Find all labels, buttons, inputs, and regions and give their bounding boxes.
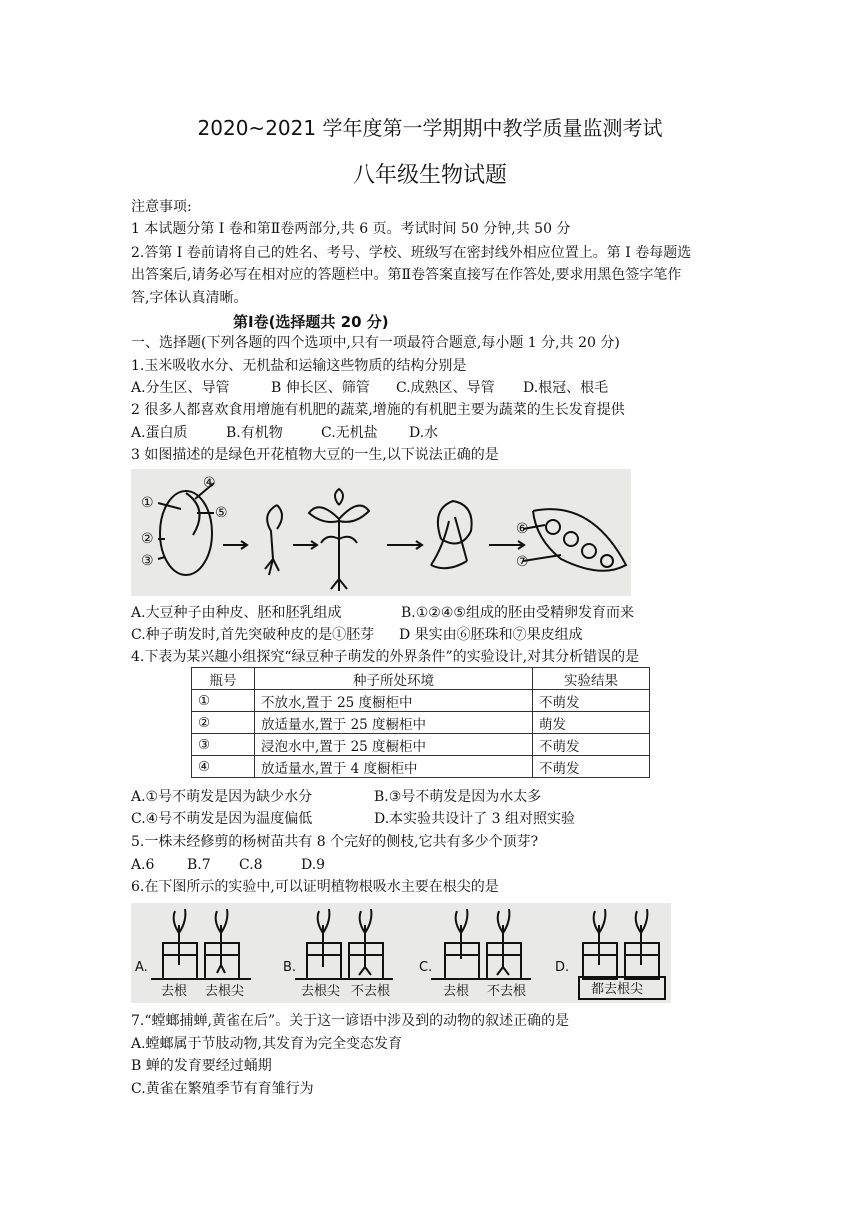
table-header-row [192,668,650,690]
fig-b-letter: B. [283,960,297,975]
root-absorption-figure [131,903,671,1003]
label-6: ⑥ [516,521,529,537]
q7-option-c: C.黄雀在繁殖季节有育雏行为 [131,1081,314,1097]
fig-c-letter: C. [419,960,433,975]
cell-environment: 放适量水,置于 4 度橱柜中 [255,756,533,778]
q4-option-d: D.本实验共设计了 3 组对照实验 [374,811,575,827]
fig-a-left-label: 去根 [161,984,188,999]
cell-bottle: ④ [192,756,255,778]
cell-environment: 放适量水,置于 25 度橱柜中 [255,712,533,734]
col-header-result: 实验结果 [533,668,650,690]
q3-options-row-2 [131,626,583,644]
col-header-environment: 种子所处环境 [255,668,533,690]
q2-stem: 2 很多人都喜欢食用增施有机肥的蔬菜,增施的有机肥主要为蔬菜的生长发育提供 [131,402,625,418]
cell-result: 萌发 [533,712,650,734]
q6-stem: 6.在下图所示的实验中,可以证明植物根吸水主要在根尖的是 [131,879,499,895]
q5-option-a: A.6 [131,857,155,873]
table-row [192,712,650,734]
cell-environment: 不放水,置于 25 度橱柜中 [255,690,533,712]
note-2-line-3: 答,字体认真清晰。 [131,290,248,306]
q7-stem: 7.“螳螂捕蝉,黄雀在后”。关于这一谚语中涉及到的动物的叙述正确的是 [131,1013,570,1029]
table-row [192,734,650,756]
q4-option-c: C.④号不萌发是因为温度偏低 [131,811,313,827]
q1-stem: 1.玉米吸收水分、无机盐和运输这些物质的结构分别是 [131,358,467,374]
cell-result: 不萌发 [533,690,650,712]
q2-option-c: C.无机盐 [321,425,378,441]
q5-options [131,856,325,874]
label-4: ④ [203,475,216,491]
q4-option-a: A.①号不萌发是因为缺少水分 [131,789,313,805]
q3-option-c: C.种子萌发时,首先突破种皮的是①胚芽 [131,627,375,643]
fig-a-right-label: 去根尖 [205,984,245,999]
q5-stem: 5.一株未经修剪的杨树苗共有 8 个完好的侧枝,它共有多少个顶芽? [131,834,539,850]
cell-bottle: ① [192,690,255,712]
label-5: ⑤ [215,505,228,521]
q3-options-row-1 [131,604,634,622]
fig-c-left-label: 去根 [443,984,470,999]
note-2-line-2: 出答案后,请务必写在相对应的答题栏中。第Ⅱ卷答案直接写在作答处,要求用黑色签字笔作 [131,267,682,283]
table-row [192,756,650,778]
q1-option-a: A.分生区、导管 [131,380,230,396]
label-7: ⑦ [516,554,529,570]
fig-d-label: 都去根尖 [591,982,644,997]
label-2: ② [141,531,154,547]
q4-options-row-2 [131,810,575,828]
q5-option-c: C.8 [239,857,263,873]
q1-options [131,379,608,397]
q2-options [131,424,438,442]
fig-c-right-label: 不去根 [487,984,527,999]
cell-environment: 浸泡水中,置于 25 度橱柜中 [255,734,533,756]
soybean-lifecycle-drawing [131,469,631,596]
exam-title: 2020~2021 学年度第一学期期中教学质量监测考试 [197,116,663,140]
notes-heading: 注意事项: [131,199,192,215]
cell-result: 不萌发 [533,734,650,756]
label-1: ① [141,495,154,511]
fig-a-letter: A. [135,960,148,975]
table-row [192,690,650,712]
q3-option-b: B.①②④⑤组成的胚由受精卵发育而来 [401,605,634,621]
section-instruction: 一、选择题(下列各题的四个选项中,只有一项最符合题意,每小题 1 分,共 20 分) [131,335,620,351]
q3-option-a: A.大豆种子由种皮、胚和胚乳组成 [131,605,342,621]
label-3: ③ [141,553,154,569]
q5-option-b: B.7 [187,857,211,873]
q2-option-b: B.有机物 [226,425,283,441]
col-header-bottle: 瓶号 [192,668,255,690]
q4-option-b: B.③号不萌发是因为水太多 [374,789,542,805]
q4-stem: 4.下表为某兴趣小组探究“绿豆种子萌发的外界条件”的实验设计,对其分析错误的是 [131,649,640,665]
q7-option-a: A.螳螂属于节肢动物,其发育为完全变态发育 [131,1036,403,1052]
section-title: 第Ⅰ卷(选择题共 20 分) [233,313,389,331]
fig-b-left-label: 去根尖 [301,984,341,999]
soybean-lifecycle-figure [131,469,631,596]
q1-option-d: D.根冠、根毛 [523,380,609,396]
root-experiment-drawing [131,903,671,1003]
q2-option-a: A.蛋白质 [131,425,188,441]
q3-stem: 3 如图描述的是绿色开花植物大豆的一生,以下说法正确的是 [131,447,499,463]
note-2-line-1: 2.答第 I 卷前请将自己的姓名、考号、学校、班级写在密封线外相应位置上。第 I 卷每题选 [131,245,692,261]
q3-option-d: D 果实由⑥胚珠和⑦果皮组成 [399,627,583,643]
exam-subtitle: 八年级生物试题 [352,163,507,188]
q5-option-d: D.9 [301,857,326,873]
q7-option-b: B 蝉的发育要经过蛹期 [131,1058,272,1074]
q1-option-b: B 伸长区、筛管 [271,380,370,396]
fig-d-letter: D. [555,960,570,975]
note-1: 1 本试题分第 I 卷和第Ⅱ卷两部分,共 6 页。考试时间 50 分钟,共 50 分 [131,221,571,237]
fig-b-right-label: 不去根 [351,984,391,999]
experiment-table [191,667,650,778]
cell-result: 不萌发 [533,756,650,778]
q1-option-c: C.成熟区、导管 [396,380,495,396]
cell-bottle: ③ [192,734,255,756]
cell-bottle: ② [192,712,255,734]
q2-option-d: D.水 [409,425,439,441]
q4-options-row-1 [131,788,541,806]
